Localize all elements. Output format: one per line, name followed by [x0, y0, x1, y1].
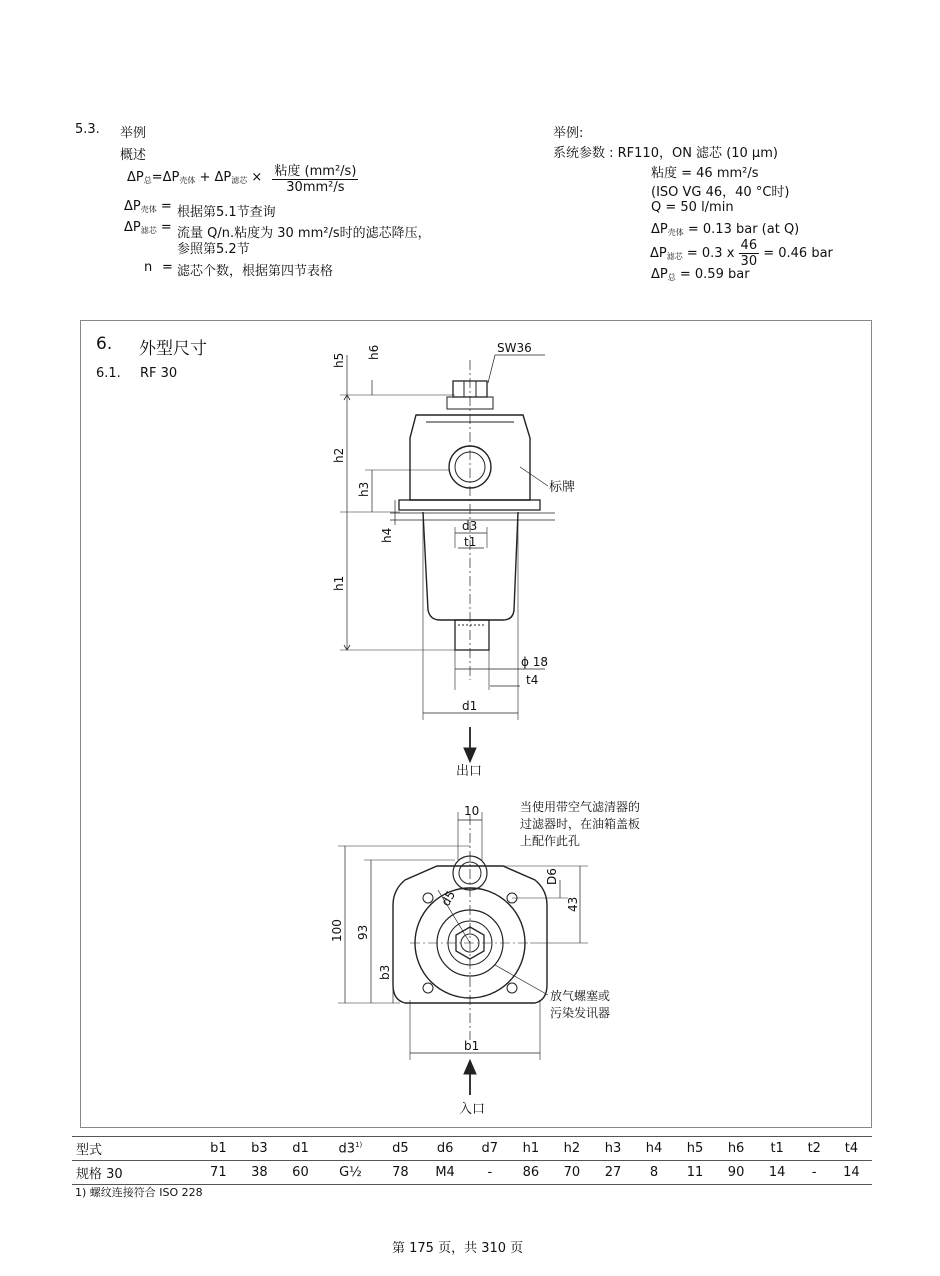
- phi18-label: ϕ 18: [521, 655, 548, 669]
- dim93-label: 93: [356, 924, 370, 940]
- def-element-text2: 参照第5.2节: [177, 242, 250, 257]
- table-header: h2: [551, 1137, 592, 1161]
- table-cell: 60: [280, 1161, 321, 1185]
- t4-label: t4: [526, 673, 539, 687]
- b3-label: b3: [378, 964, 392, 980]
- breather-note-1: 当使用带空气滤清器的: [520, 800, 641, 814]
- subsection-number: 6.1.: [96, 366, 121, 381]
- section6-number: 6.: [96, 334, 113, 354]
- section-title: 举例: [120, 126, 147, 141]
- table-header: b1: [198, 1137, 239, 1161]
- def-element: $\Delta P_{滤芯}$ =: [124, 220, 172, 235]
- def-n-text: 滤芯个数，根据第四节表格: [177, 264, 334, 279]
- table-header: h3: [592, 1137, 633, 1161]
- section6-title: 外型尺寸: [139, 339, 207, 359]
- breather-note-2: 过滤器时，在油箱盖板: [520, 817, 641, 831]
- def-n-sym: n: [144, 260, 153, 275]
- example-dp-housing: $\Delta P_{壳体} = 0.13$ bar (at Q): [651, 222, 800, 237]
- table-header: h5: [674, 1137, 715, 1161]
- table-cell: 规格 30: [72, 1161, 198, 1185]
- table-row: [72, 1161, 872, 1185]
- example-title: 举例:: [553, 126, 584, 141]
- outlet-label: 出口: [456, 764, 483, 779]
- table-header: h6: [716, 1137, 757, 1161]
- h1-label: h1: [332, 575, 346, 591]
- table-cell: 86: [510, 1161, 551, 1185]
- plug-note-1: 放气螺塞或: [550, 989, 611, 1003]
- h5-label: h5: [332, 352, 346, 368]
- table-header: d1: [280, 1137, 321, 1161]
- example-flow: Q = 50 l/min: [651, 200, 734, 215]
- table-cell: 71: [198, 1161, 239, 1185]
- overview-label: 概述: [120, 148, 147, 163]
- inlet-label: 入口: [459, 1102, 486, 1117]
- table-header: t4: [831, 1137, 872, 1161]
- footnote: 1) 螺纹连接符合 ISO 228: [75, 1186, 203, 1199]
- t1-label: t1: [464, 535, 477, 549]
- nameplate-label: 标牌: [549, 480, 576, 495]
- table-cell: 27: [592, 1161, 633, 1185]
- section-number: 5.3.: [75, 122, 100, 137]
- table-header: d3$^{1)}$: [321, 1137, 380, 1161]
- h4-label: h4: [380, 527, 394, 543]
- table-header: t1: [757, 1137, 798, 1161]
- table-cell: 14: [831, 1161, 872, 1185]
- h2-label: h2: [332, 447, 346, 463]
- table-header: d6: [421, 1137, 469, 1161]
- d5-label: d5: [438, 888, 459, 909]
- table-header: h4: [634, 1137, 675, 1161]
- formula-numerator: 粘度 (mm²/s): [272, 160, 358, 180]
- dimension-table: [72, 1136, 872, 1185]
- table-cell: -: [469, 1161, 510, 1185]
- table-header: d7: [469, 1137, 510, 1161]
- example-dp-element: $\Delta P_{滤芯} = 0.3$ x $\frac{46}{30}$ = 0.46 bar: [650, 238, 833, 269]
- table-cell: 11: [674, 1161, 715, 1185]
- def-element-text1: 流量 Q/n.粘度为 30 mm²/s时的滤芯降压，: [177, 226, 431, 241]
- table-header: 型式: [72, 1137, 198, 1161]
- table-header: t2: [798, 1137, 831, 1161]
- example-iso: (ISO VG 46，40 °C时): [651, 185, 790, 200]
- h3-label: h3: [357, 481, 371, 497]
- breather-note-3: 上配作此孔: [520, 834, 581, 848]
- b1-label: b1: [464, 1039, 480, 1053]
- plug-note-2: 污染发讯器: [550, 1006, 611, 1020]
- table-cell: 8: [634, 1161, 675, 1185]
- d6-label: D6: [545, 868, 559, 885]
- example-viscosity: 粘度 = 46 mm²/s: [651, 166, 759, 181]
- page-number: 第 175 页，共 310 页: [392, 1241, 524, 1256]
- def-housing-text: 根据第5.1节查询: [177, 205, 276, 220]
- sw36-label: SW36: [497, 341, 532, 355]
- pressure-formula: $\Delta P_总=\Delta P_{壳体} + \Delta P_{滤芯}$ × $\frac{\text{粘度 (mm²/s)}}{\text{30mm²/s}}$: [127, 160, 358, 195]
- h6-label: h6: [367, 344, 381, 360]
- table-cell: -: [798, 1161, 831, 1185]
- table-header: d5: [380, 1137, 421, 1161]
- table-cell: 14: [757, 1161, 798, 1185]
- table-cell: M4: [421, 1161, 469, 1185]
- formula-denominator: 30mm²/s: [286, 180, 345, 195]
- table-cell: G½: [321, 1161, 380, 1185]
- table-cell: 90: [716, 1161, 757, 1185]
- dim43-label: 43: [566, 896, 580, 912]
- table-header-row: [72, 1137, 872, 1161]
- table-cell: 38: [239, 1161, 280, 1185]
- example-dp-total: $\Delta P_总 = 0.59$ bar: [651, 267, 750, 282]
- d3-label: d3: [462, 519, 478, 533]
- table-header: h1: [510, 1137, 551, 1161]
- table-header: b3: [239, 1137, 280, 1161]
- table-cell: 70: [551, 1161, 592, 1185]
- table-cell: 78: [380, 1161, 421, 1185]
- dim10-label: 10: [464, 804, 480, 818]
- def-housing: $\Delta P_{壳体}$ =: [124, 199, 172, 214]
- dim100-label: 100: [330, 919, 344, 942]
- example-params: 系统参数 : RF110，ON 滤芯 (10 μm): [553, 146, 778, 161]
- mounting-flange: [399, 500, 540, 510]
- d1-label: d1: [462, 699, 478, 713]
- def-n-eq: =: [162, 260, 173, 275]
- subsection-title: RF 30: [140, 366, 178, 381]
